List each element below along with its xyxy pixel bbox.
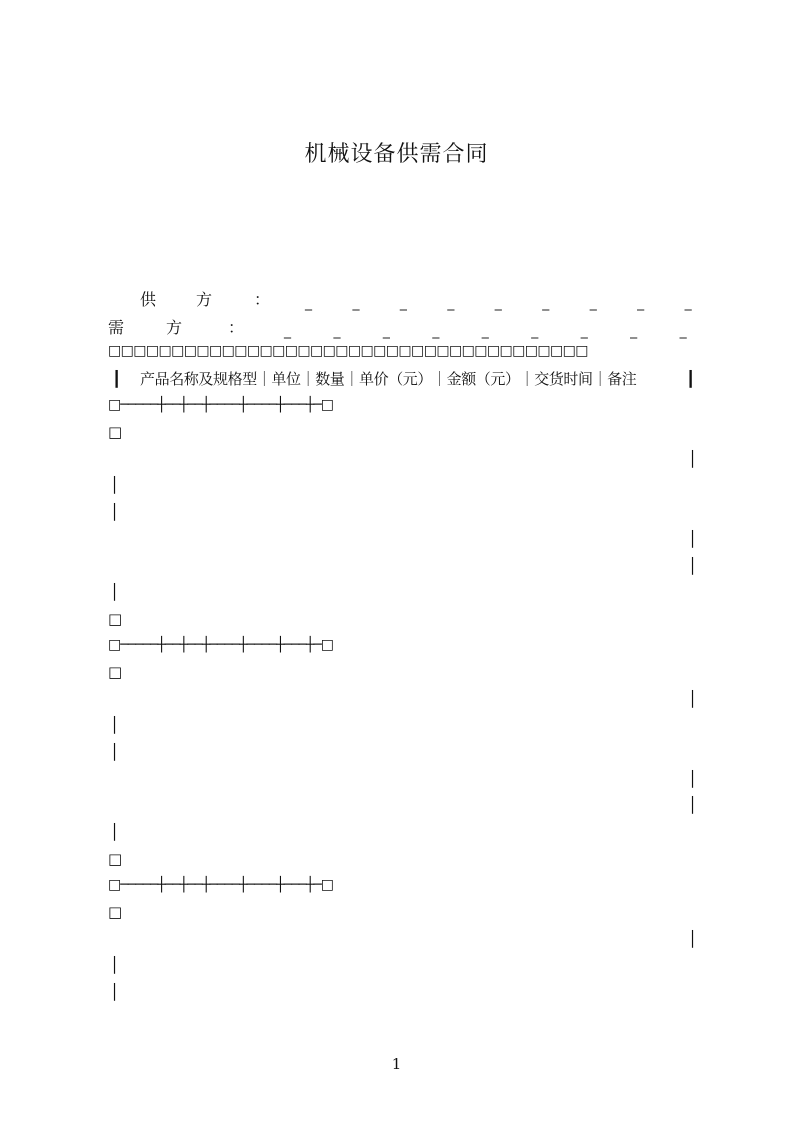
placeholder-box-row: □□□□□□□□□□□□□□□□□□□□□□□□□□□□□□□□□□□□□□ [108,343,588,359]
table-right-border: │ [688,450,698,468]
placeholder-box: □ [108,850,123,868]
table-left-border: │ [110,743,120,761]
supplier-label-char2: 方 [196,290,213,309]
placeholder-box: □ [108,663,123,681]
table-header-left-bar: ┃ [112,370,122,388]
placeholder-box: □ [108,903,123,921]
table-right-border: │ [688,770,698,788]
supplier-label-char1: 供 [140,290,157,309]
table-left-border: │ [110,716,120,734]
table-right-border: │ [688,796,698,814]
demander-label-char1: 需 [108,318,125,337]
table-header-right-bar: ┃ [686,370,696,388]
demander-label-char2: 方 [166,318,183,337]
table-separator-line: □─────┼──┼──┼────┼────┼───┼─□ [108,397,334,413]
supplier-blank-field[interactable]: _ _ _ _ _ _ _ _ _ [305,295,692,311]
table-separator-line: □─────┼──┼──┼────┼────┼───┼─□ [108,637,334,653]
table-left-border: │ [110,983,120,1001]
table-right-border: │ [688,557,698,575]
table-left-border: │ [110,583,120,601]
supplier-colon: ： [254,290,271,309]
table-left-border: │ [110,956,120,974]
demander-blank-field[interactable]: _ _ _ _ _ _ _ _ _ [284,323,687,339]
placeholder-box: □ [108,423,123,441]
table-separator-line: □─────┼──┼──┼────┼────┼───┼─□ [108,877,334,893]
table-left-border: │ [110,503,120,521]
table-left-border: │ [110,476,120,494]
table-right-border: │ [688,690,698,708]
table-left-border: │ [110,823,120,841]
page-title: 机械设备供需合同 [304,142,489,167]
demander-colon: ： [228,318,245,337]
table-header-text: 产品名称及规格型｜单位｜数量｜单价（元）｜金额（元）｜交货时间｜备注 [140,370,637,388]
placeholder-box: □ [108,610,123,628]
table-right-border: │ [688,930,698,948]
table-right-border: │ [688,530,698,548]
page-number: 1 [391,1055,402,1073]
